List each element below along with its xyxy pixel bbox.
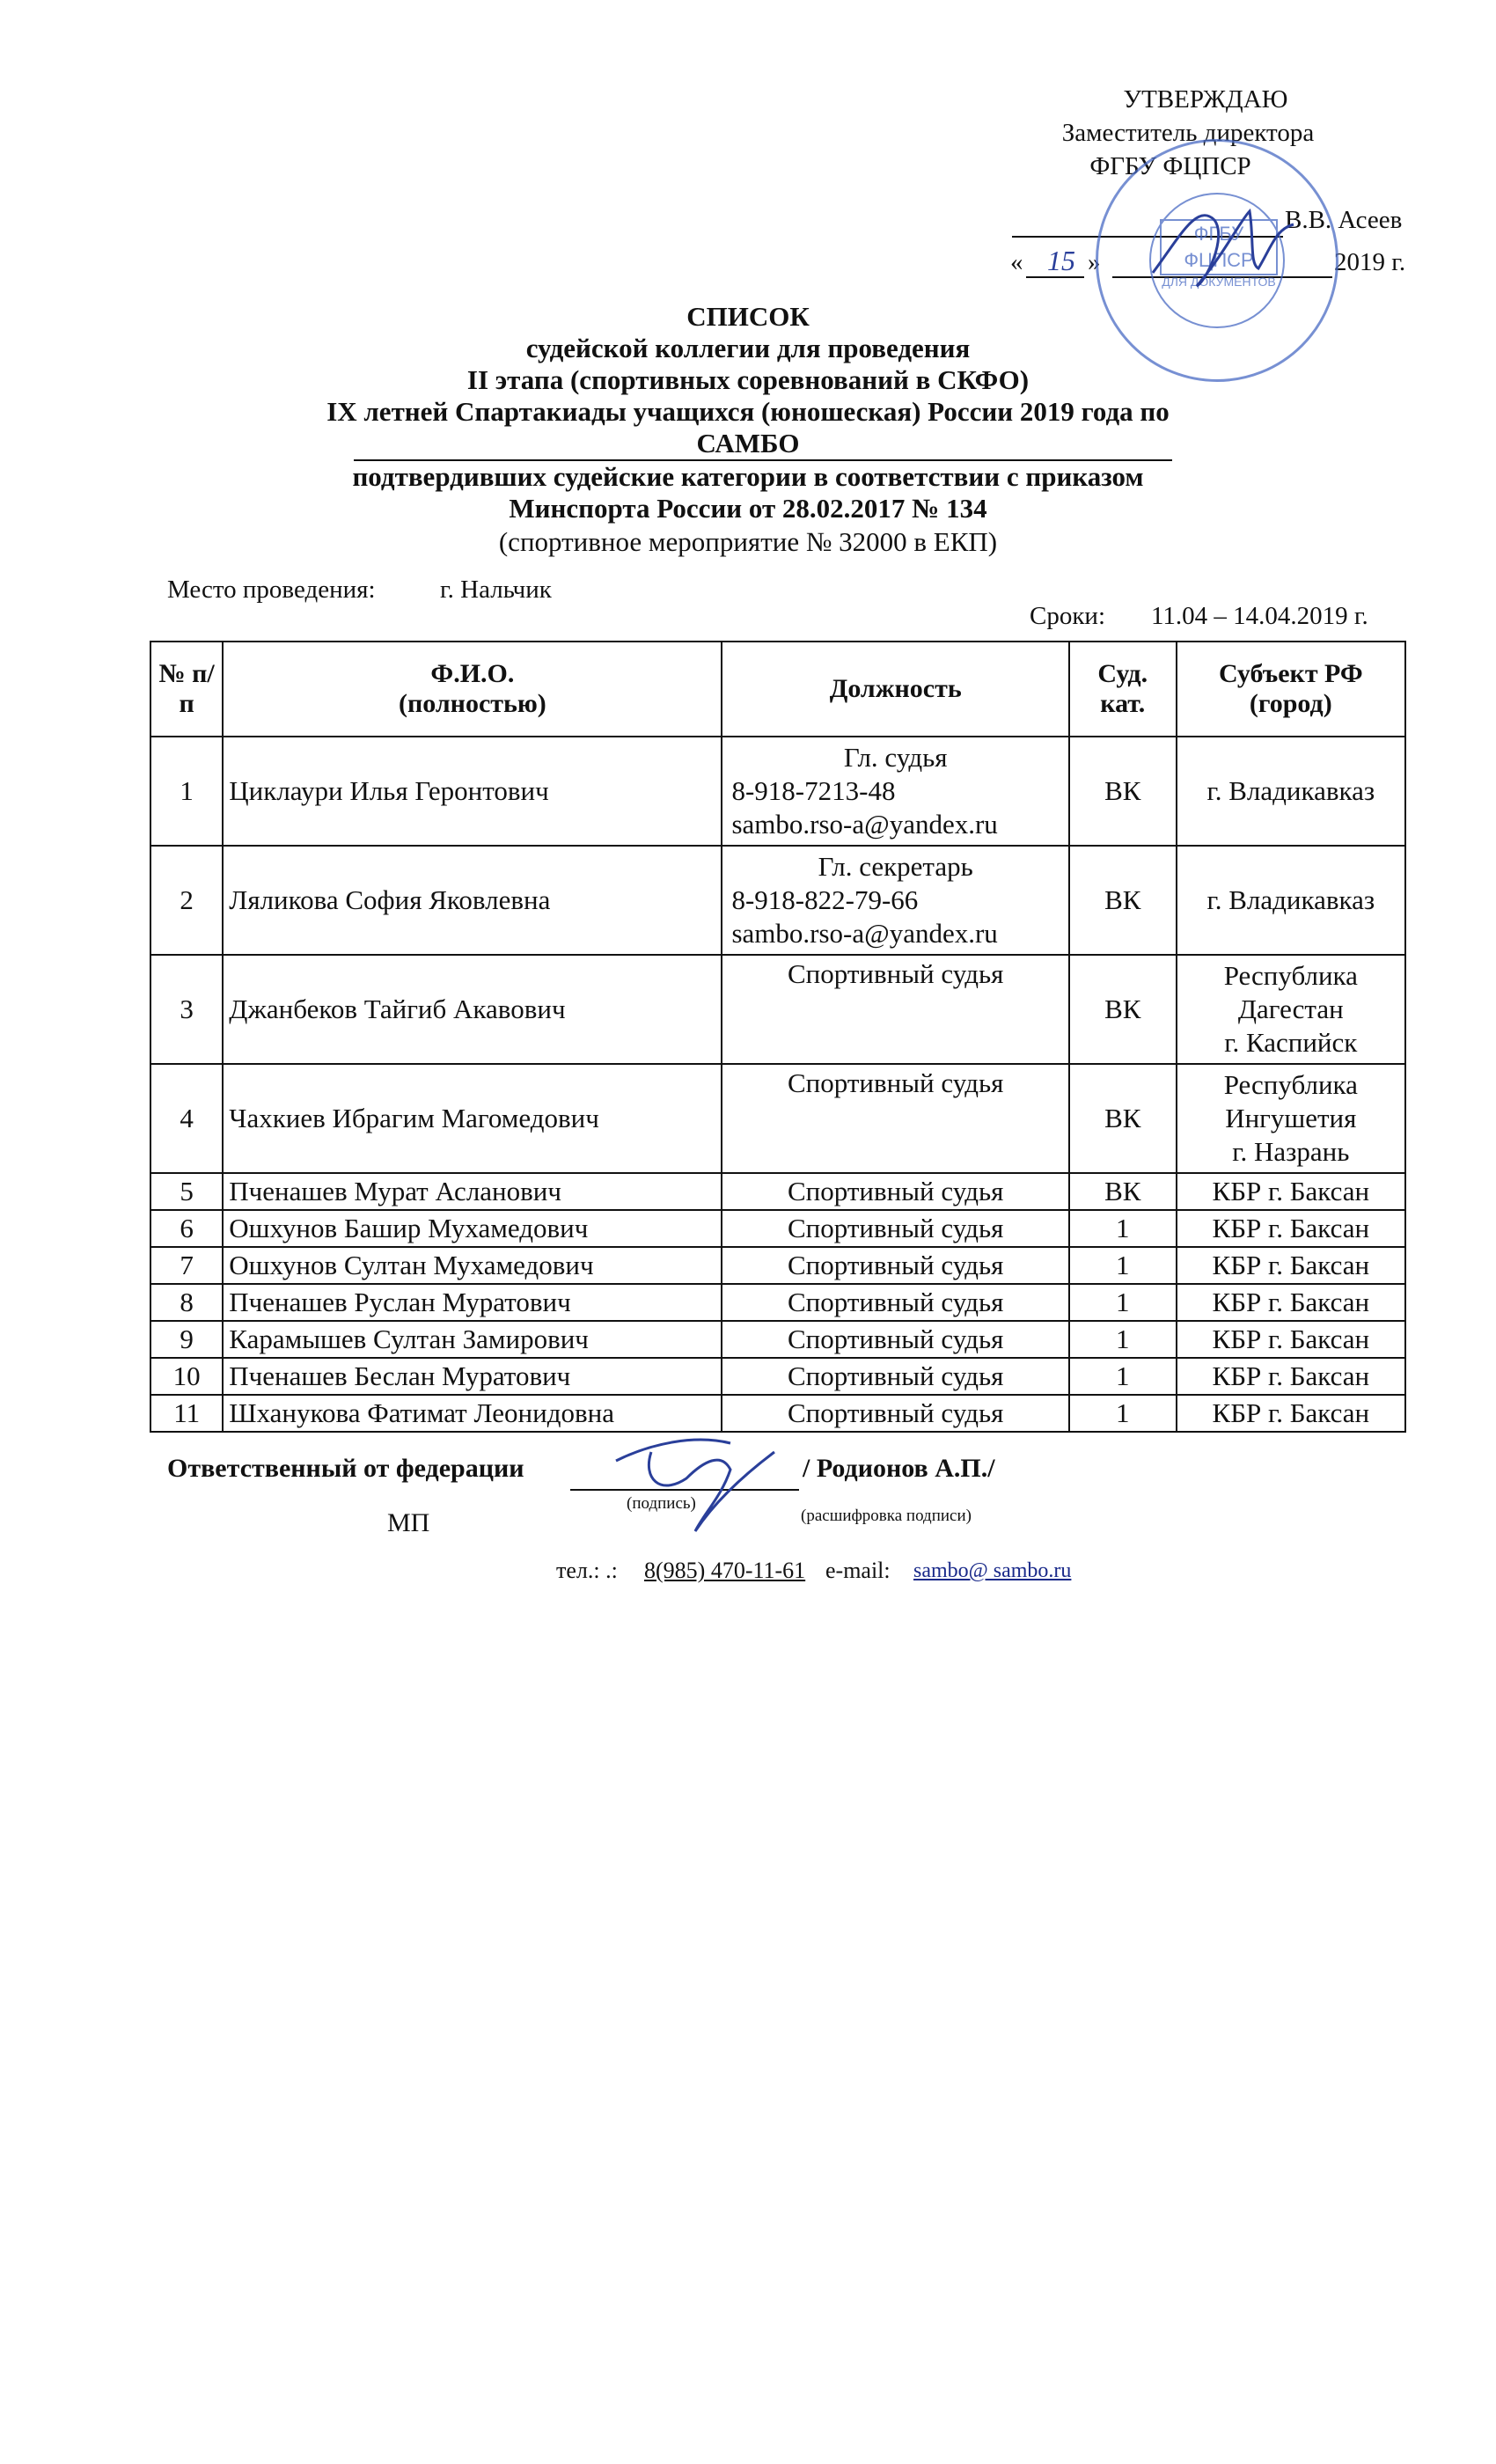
signature-caption: (подпись) bbox=[627, 1494, 696, 1513]
approval-signatory: В.В. Асеев bbox=[1285, 206, 1403, 234]
row-category: ВК bbox=[1069, 846, 1177, 955]
row-name: Ошхунов Султан Мухамедович bbox=[223, 1247, 722, 1284]
table-row bbox=[150, 955, 1405, 1064]
row-num: 6 bbox=[150, 1210, 223, 1247]
stamp-place: МП bbox=[387, 1508, 430, 1537]
table-row bbox=[150, 1064, 1405, 1173]
approval-organization: ФГБУ ФЦПСР bbox=[1089, 152, 1251, 180]
doc-subtitle-1: судейской коллегии для проведения bbox=[525, 333, 971, 363]
row-num: 9 bbox=[150, 1321, 223, 1358]
row-num: 7 bbox=[150, 1247, 223, 1284]
dates-label: Сроки: bbox=[1030, 602, 1106, 630]
header-subject-line1: Субъект РФ bbox=[1218, 659, 1363, 688]
row-subject: КБР г. Баксан bbox=[1177, 1247, 1405, 1284]
row-position: Спортивный судья bbox=[722, 955, 1068, 1064]
approval-approved: УТВЕРЖДАЮ bbox=[1123, 85, 1288, 114]
row-subject-line1: Республика bbox=[1223, 1069, 1358, 1100]
row-position: Спортивный судья bbox=[722, 1173, 1068, 1210]
row-subject-line2: Дагестан bbox=[1237, 994, 1344, 1024]
row-subject: КБР г. Баксан bbox=[1177, 1321, 1405, 1358]
row-name: Ляликова София Яковлевна bbox=[223, 846, 722, 955]
row-category: ВК bbox=[1069, 955, 1177, 1064]
date-close-quote: » bbox=[1088, 248, 1101, 276]
row-position-title: Гл. секретарь bbox=[818, 851, 973, 882]
responsible-name: / Родионов А.П./ bbox=[803, 1454, 995, 1483]
row-name: Джанбеков Тайгиб Акавович bbox=[223, 955, 722, 1064]
row-subject: КБР г. Баксан bbox=[1177, 1284, 1405, 1321]
row-category: ВК bbox=[1069, 1173, 1177, 1210]
phone-value: 8(985) 470-11-61 bbox=[644, 1558, 806, 1583]
table-row bbox=[150, 1284, 1405, 1321]
row-subject-line2: Ингушетия bbox=[1225, 1103, 1357, 1133]
row-position: Спортивный судья bbox=[722, 1210, 1068, 1247]
header-subject-line2: (город) bbox=[1249, 689, 1332, 718]
row-num: 10 bbox=[150, 1358, 223, 1395]
row-phone: 8-918-822-79-66 bbox=[731, 884, 919, 915]
venue-label: Место проведения: bbox=[167, 576, 376, 604]
table-row bbox=[150, 846, 1405, 955]
doc-subtitle-4: подтвердивших судейские категории в соответствии с приказом bbox=[352, 461, 1144, 492]
row-subject: г. Владикавказ bbox=[1177, 737, 1405, 846]
row-subject bbox=[1177, 1064, 1405, 1173]
row-position: Спортивный судья bbox=[722, 1284, 1068, 1321]
row-name: Пченашев Беслан Муратович bbox=[223, 1358, 722, 1395]
table-header-row bbox=[150, 642, 1405, 737]
decoding-caption: (расшифровка подписи) bbox=[801, 1507, 972, 1525]
row-subject-line1: Республика bbox=[1223, 960, 1358, 991]
row-subject: г. Владикавказ bbox=[1177, 846, 1405, 955]
row-email: sambo.rso-a@yandex.ru bbox=[731, 918, 998, 949]
row-subject-line3: г. Каспийск bbox=[1224, 1027, 1358, 1058]
header-num: № п/п bbox=[150, 642, 223, 737]
date-year: 2019 г. bbox=[1334, 248, 1406, 276]
doc-subtitle-6: (спортивное мероприятие № 32000 в ЕКП) bbox=[498, 526, 998, 557]
row-num: 1 bbox=[150, 737, 223, 846]
date-day: 15 bbox=[1047, 245, 1075, 276]
row-position: Спортивный судья bbox=[722, 1358, 1068, 1395]
row-position bbox=[722, 846, 1068, 955]
row-position bbox=[722, 737, 1068, 846]
row-name: Карамышев Султан Замирович bbox=[223, 1321, 722, 1358]
row-num: 2 bbox=[150, 846, 223, 955]
row-category: ВК bbox=[1069, 737, 1177, 846]
table-row bbox=[150, 1247, 1405, 1284]
row-category: 1 bbox=[1069, 1358, 1177, 1395]
row-category: 1 bbox=[1069, 1321, 1177, 1358]
row-subject-line3: г. Назрань bbox=[1232, 1136, 1350, 1167]
doc-title: СПИСОК bbox=[686, 301, 810, 332]
row-name: Циклаури Илья Геронтович bbox=[223, 737, 722, 846]
row-position-title: Гл. судья bbox=[843, 742, 948, 773]
doc-subtitle-3: IX летней Спартакиады учащихся (юношеская) России 2019 года по bbox=[326, 396, 1170, 427]
dates-value: 11.04 – 14.04.2019 г. bbox=[1151, 602, 1368, 630]
row-name: Чахкиев Ибрагим Магомедович bbox=[223, 1064, 722, 1173]
header-category: Суд. кат. bbox=[1069, 642, 1177, 737]
row-name: Шханукова Фатимат Леонидовна bbox=[223, 1395, 722, 1432]
phone-label: тел.: .: bbox=[556, 1558, 618, 1583]
email-link[interactable]: sambo@ sambo.ru bbox=[913, 1559, 1072, 1582]
doc-sport: САМБО bbox=[696, 428, 800, 458]
row-num: 8 bbox=[150, 1284, 223, 1321]
row-subject: КБР г. Баксан bbox=[1177, 1395, 1405, 1432]
row-category: ВК bbox=[1069, 1064, 1177, 1173]
stamp-center-text: ФГБУ ФЦПСР bbox=[1184, 223, 1254, 271]
row-category: 1 bbox=[1069, 1210, 1177, 1247]
row-phone: 8-918-7213-48 bbox=[731, 775, 896, 806]
row-num: 4 bbox=[150, 1064, 223, 1173]
date-day-line bbox=[1026, 276, 1084, 278]
row-num: 11 bbox=[150, 1395, 223, 1432]
header-subject bbox=[1177, 642, 1405, 737]
director-signature-icon bbox=[1144, 185, 1302, 299]
email-label: e-mail: bbox=[825, 1558, 891, 1583]
row-name: Ошхунов Башир Мухамедович bbox=[223, 1210, 722, 1247]
row-name: Пченашев Мурат Асланович bbox=[223, 1173, 722, 1210]
row-subject: КБР г. Баксан bbox=[1177, 1358, 1405, 1395]
row-position: Спортивный судья bbox=[722, 1064, 1068, 1173]
responsible-signature-icon bbox=[598, 1426, 792, 1540]
date-open-quote: « bbox=[1010, 248, 1023, 276]
header-name bbox=[223, 642, 722, 737]
row-position: Спортивный судья bbox=[722, 1247, 1068, 1284]
responsible-label: Ответственный от федерации bbox=[167, 1454, 524, 1483]
table-row bbox=[150, 1173, 1405, 1210]
row-category: 1 bbox=[1069, 1284, 1177, 1321]
judges-table bbox=[150, 641, 1406, 1433]
stamp-sub-text: ДЛЯ ДОКУМЕНТОВ bbox=[1162, 275, 1276, 289]
doc-subtitle-2: II этапа (спортивных соревнований в СКФО) bbox=[466, 364, 1030, 395]
row-category: 1 bbox=[1069, 1395, 1177, 1432]
row-num: 3 bbox=[150, 955, 223, 1064]
header-name-line2: (полностью) bbox=[398, 689, 546, 718]
venue-value: г. Нальчик bbox=[440, 576, 552, 604]
doc-subtitle-5: Минспорта России от 28.02.2017 № 134 bbox=[509, 493, 987, 524]
row-position: Спортивный судья bbox=[722, 1321, 1068, 1358]
header-position: Должность bbox=[722, 642, 1068, 737]
table-row bbox=[150, 1321, 1405, 1358]
row-subject: КБР г. Баксан bbox=[1177, 1210, 1405, 1247]
row-num: 5 bbox=[150, 1173, 223, 1210]
table-row bbox=[150, 1358, 1405, 1395]
table-row bbox=[150, 1210, 1405, 1247]
row-subject: КБР г. Баксан bbox=[1177, 1173, 1405, 1210]
row-name: Пченашев Руслан Муратович bbox=[223, 1284, 722, 1321]
row-category: 1 bbox=[1069, 1247, 1177, 1284]
header-name-line1: Ф.И.О. bbox=[430, 659, 515, 688]
row-email: sambo.rso-a@yandex.ru bbox=[731, 809, 998, 840]
table-row bbox=[150, 737, 1405, 846]
row-position: Спортивный судья bbox=[722, 1395, 1068, 1432]
row-subject bbox=[1177, 955, 1405, 1064]
approval-position: Заместитель директора bbox=[1061, 119, 1315, 147]
